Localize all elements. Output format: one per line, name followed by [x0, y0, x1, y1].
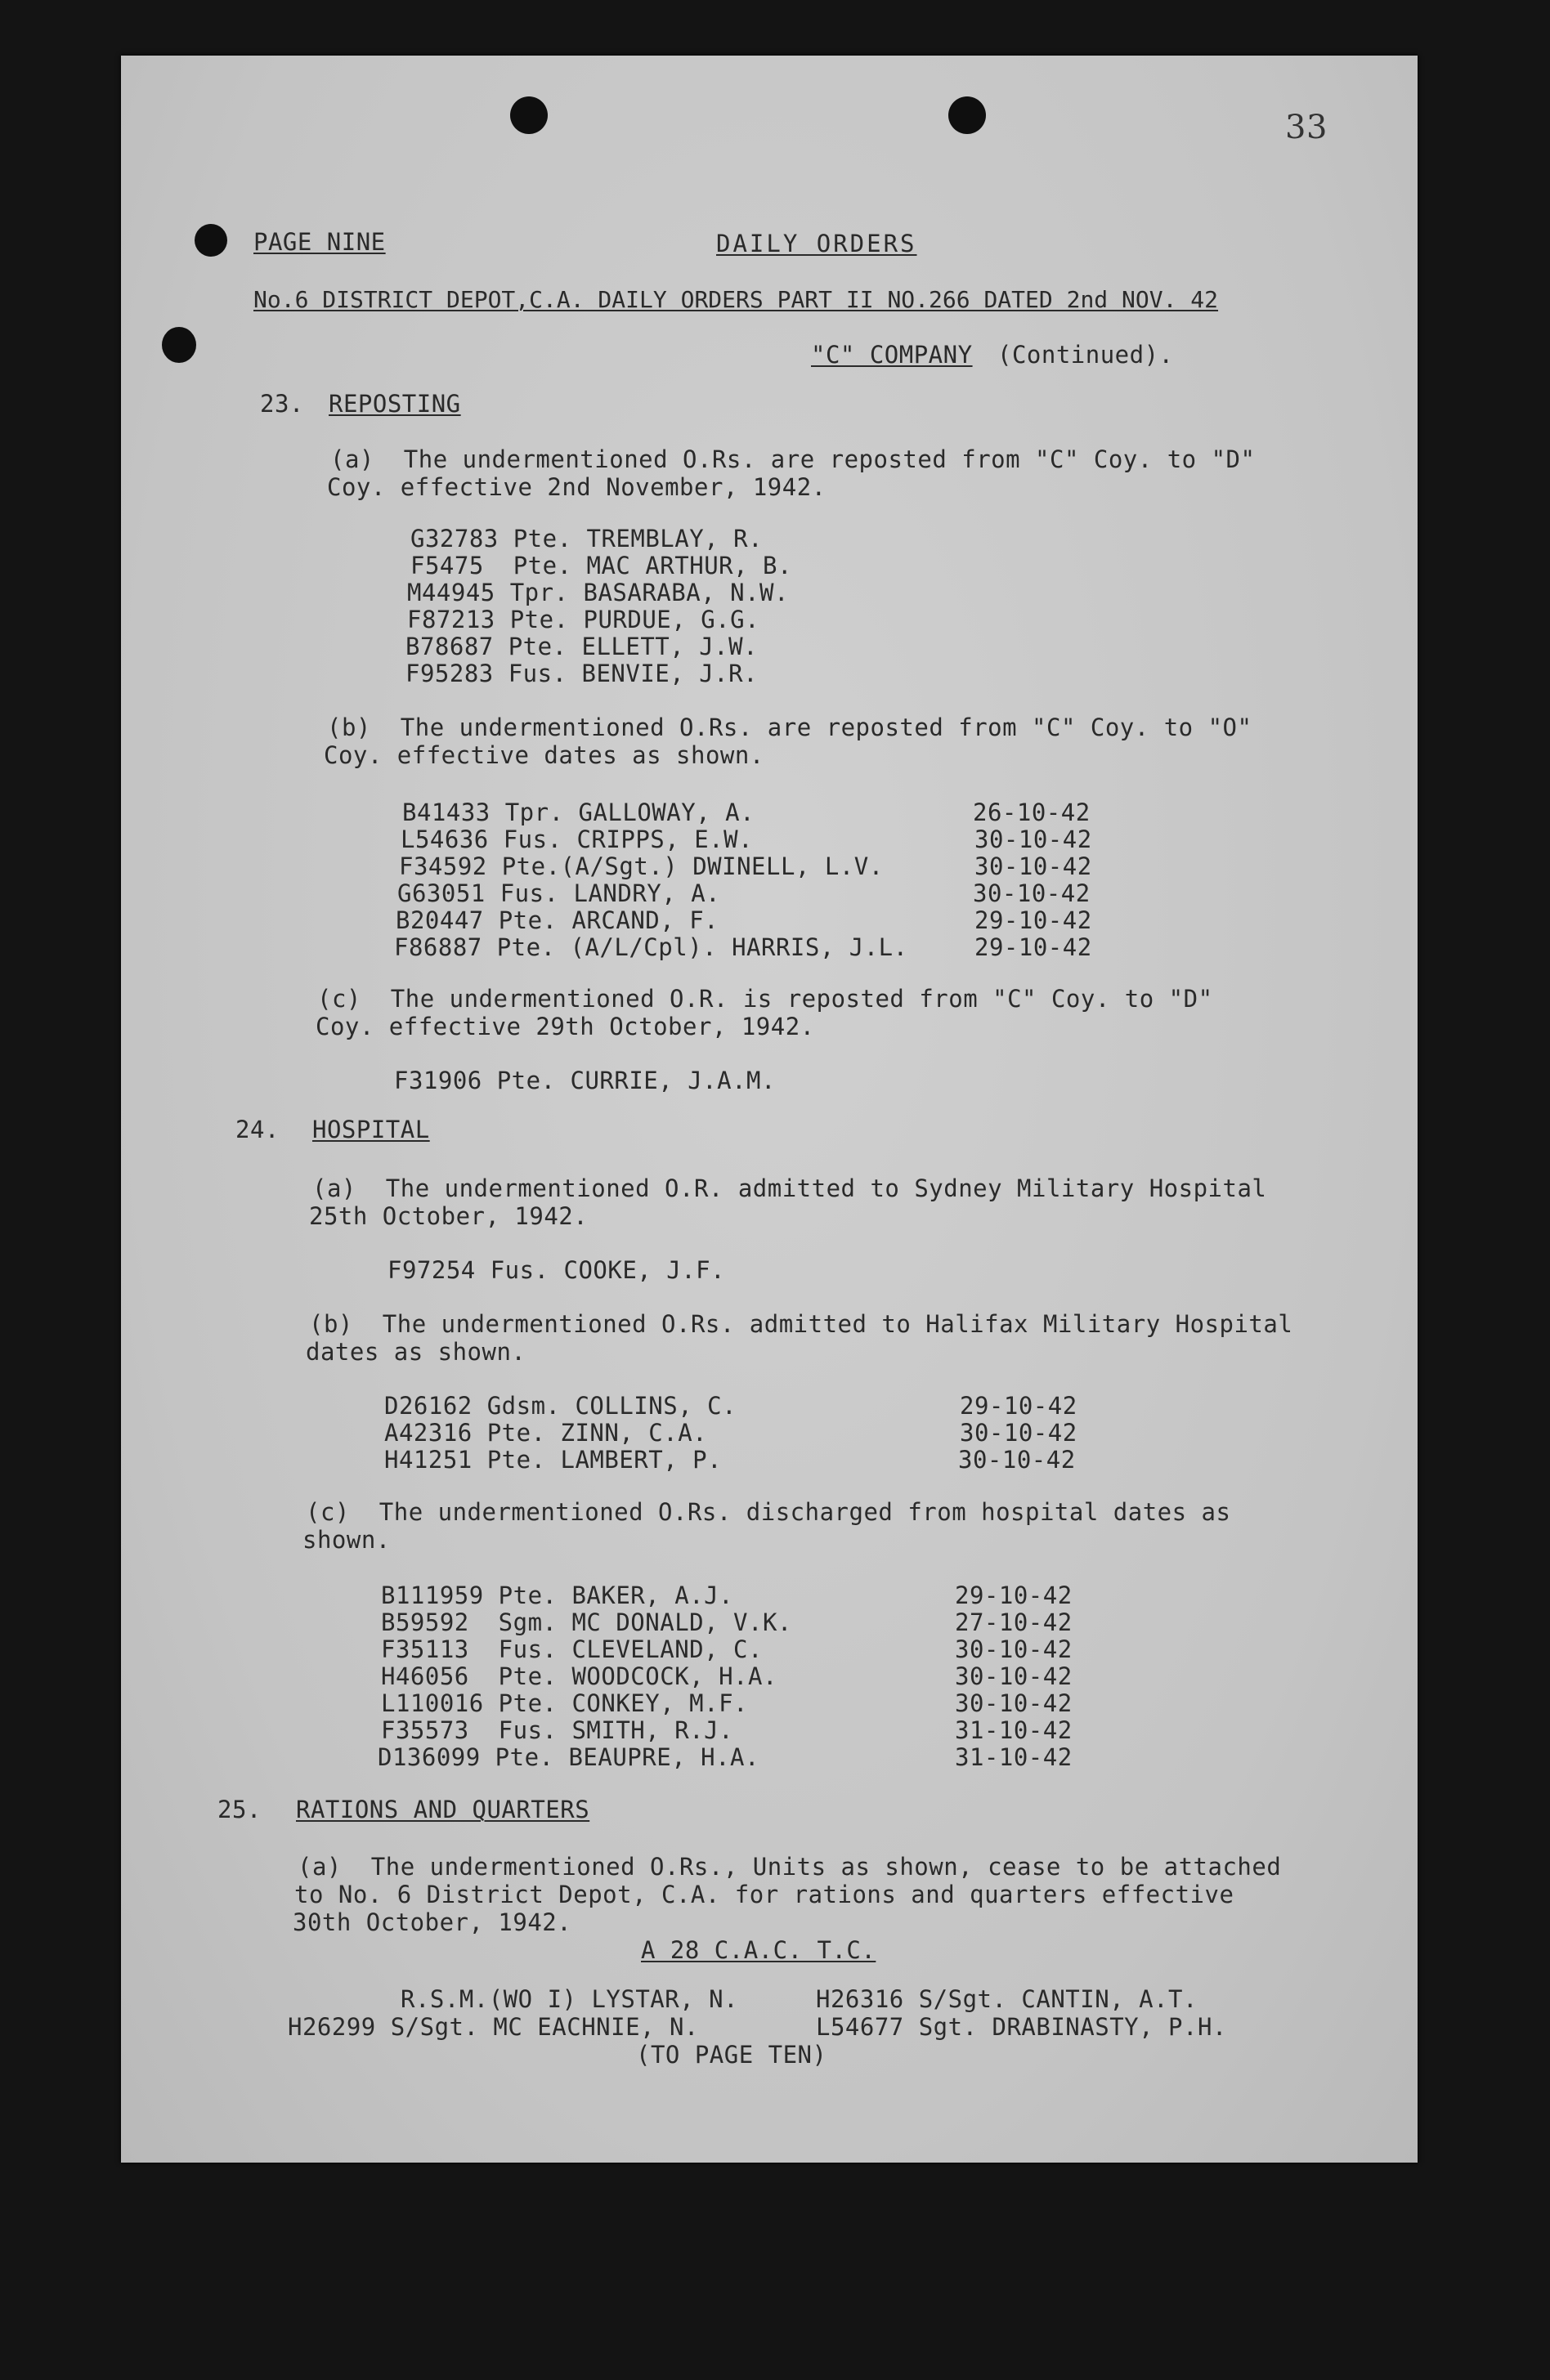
- punch-hole: [195, 224, 227, 257]
- list-item-name: G63051 Fus. LANDRY, A.: [397, 879, 721, 907]
- list-item-name: F35113 Fus. CLEVELAND, C.: [381, 1635, 763, 1663]
- section-number: 25.: [217, 1796, 262, 1823]
- list-item-name: B59592 Sgm. MC DONALD, V.K.: [381, 1608, 792, 1636]
- list-item-name: H41251 Pte. LAMBERT, P.: [384, 1446, 723, 1474]
- section-title: REPOSTING: [329, 390, 461, 418]
- list-item-name: L110016 Pte. CONKEY, M.F.: [381, 1689, 748, 1717]
- list-item: G32783 Pte. TREMBLAY, R.: [410, 525, 764, 552]
- attached-member: H26299 S/Sgt. MC EACHNIE, N.: [288, 2013, 699, 2041]
- list-item: F97254 Fus. COOKE, J.F.: [388, 1256, 726, 1284]
- list-item-name: A42316 Pte. ZINN, C.A.: [384, 1419, 708, 1447]
- punch-hole: [510, 96, 548, 134]
- punch-hole: [162, 327, 196, 363]
- paragraph-line: (c) The undermentioned O.Rs. discharged from hospital dates as: [306, 1498, 1231, 1526]
- list-item-date: 30-10-42: [955, 1689, 1073, 1717]
- list-item-date: 30-10-42: [974, 852, 1092, 880]
- paragraph-line: 25th October, 1942.: [309, 1202, 589, 1230]
- list-item-name: D26162 Gdsm. COLLINS, C.: [384, 1392, 737, 1420]
- attached-member: R.S.M.(WO I) LYSTAR, N.: [401, 1985, 739, 2013]
- section-title: HOSPITAL: [312, 1116, 430, 1143]
- list-item-name: H46056 Pte. WOODCOCK, H.A.: [381, 1662, 777, 1690]
- list-item-date: 31-10-42: [955, 1743, 1073, 1771]
- paragraph-line: (a) The undermentioned O.Rs., Units as shown, cease to be attached: [298, 1853, 1282, 1881]
- list-item-name: D136099 Pte. BEAUPRE, H.A.: [378, 1743, 759, 1771]
- list-item-date: 26-10-42: [973, 799, 1091, 826]
- list-item-date: 30-10-42: [974, 825, 1092, 853]
- list-item-date: 30-10-42: [973, 879, 1091, 907]
- attached-member: L54677 Sgt. DRABINASTY, P.H.: [816, 2013, 1227, 2041]
- list-item-name: L54636 Fus. CRIPPS, E.W.: [401, 825, 754, 853]
- paragraph-line: (c) The undermentioned O.R. is reposted from "C" Coy. to "D": [317, 985, 1213, 1013]
- list-item-date: 30-10-42: [960, 1419, 1077, 1447]
- paragraph-line: (a) The undermentioned O.Rs. are reposted from "C" Coy. to "D": [330, 445, 1256, 473]
- list-item-date: 30-10-42: [958, 1446, 1076, 1474]
- paragraph-line: 30th October, 1942.: [293, 1908, 572, 1936]
- company-heading: "C" COMPANY: [811, 341, 973, 369]
- list-item-name: B20447 Pte. ARCAND, F.: [396, 906, 719, 934]
- list-item: F31906 Pte. CURRIE, J.A.M.: [394, 1067, 776, 1094]
- list-item: F87213 Pte. PURDUE, G.G.: [407, 606, 760, 633]
- list-item: F95283 Fus. BENVIE, J.R.: [405, 660, 759, 687]
- list-item-name: F35573 Fus. SMITH, R.J.: [381, 1716, 734, 1744]
- paragraph-line: Coy. effective 29th October, 1942.: [316, 1013, 815, 1040]
- paragraph-line: Coy. effective dates as shown.: [324, 741, 764, 769]
- paragraph-line: Coy. effective 2nd November, 1942.: [327, 473, 827, 501]
- paragraph-line: shown.: [302, 1526, 391, 1554]
- document-page: [121, 56, 1418, 2163]
- list-item: F5475 Pte. MAC ARTHUR, B.: [410, 552, 792, 579]
- continuation-note: (TO PAGE TEN): [636, 2041, 827, 2069]
- list-item: B78687 Pte. ELLETT, J.W.: [405, 633, 759, 660]
- page-label: PAGE NINE: [253, 228, 386, 256]
- list-item-date: 29-10-42: [974, 906, 1092, 934]
- continued-label: (Continued).: [997, 341, 1174, 369]
- list-item-name: F34592 Pte.(A/Sgt.) DWINELL, L.V.: [399, 852, 884, 880]
- paragraph-line: to No. 6 District Depot, C.A. for rations and quarters effective: [294, 1881, 1234, 1908]
- paragraph-line: dates as shown.: [306, 1338, 526, 1366]
- paragraph-line: (a) The undermentioned O.R. admitted to Sydney Military Hospital: [312, 1174, 1267, 1202]
- page-number: 33: [1285, 109, 1328, 146]
- document-title: DAILY ORDERS: [716, 230, 917, 257]
- paragraph-line: (b) The undermentioned O.Rs. are reposted from "C" Coy. to "O": [327, 714, 1252, 741]
- punch-hole: [948, 96, 986, 134]
- list-item-date: 30-10-42: [955, 1635, 1073, 1663]
- list-item-name: B111959 Pte. BAKER, A.J.: [381, 1581, 734, 1609]
- attached-member: H26316 S/Sgt. CANTIN, A.T.: [816, 1985, 1198, 2013]
- list-item-name: F86887 Pte. (A/L/Cpl). HARRIS, J.L.: [394, 933, 908, 961]
- section-title: RATIONS AND QUARTERS: [296, 1796, 590, 1823]
- unit-heading: A 28 C.A.C. T.C.: [641, 1936, 876, 1964]
- list-item-date: 29-10-42: [974, 933, 1092, 961]
- section-number: 23.: [260, 390, 304, 418]
- list-item-date: 29-10-42: [960, 1392, 1077, 1420]
- list-item-date: 31-10-42: [955, 1716, 1073, 1744]
- paragraph-line: (b) The undermentioned O.Rs. admitted to Halifax Military Hospital: [309, 1310, 1293, 1338]
- list-item-date: 27-10-42: [955, 1608, 1073, 1636]
- list-item-name: B41433 Tpr. GALLOWAY, A.: [402, 799, 755, 826]
- list-item: M44945 Tpr. BASARABA, N.W.: [407, 579, 789, 606]
- list-item-date: 29-10-42: [955, 1581, 1073, 1609]
- orders-reference-line: No.6 DISTRICT DEPOT,C.A. DAILY ORDERS PART II NO.266 DATED 2nd NOV. 42: [253, 286, 1219, 313]
- list-item-date: 30-10-42: [955, 1662, 1073, 1690]
- section-number: 24.: [235, 1116, 280, 1143]
